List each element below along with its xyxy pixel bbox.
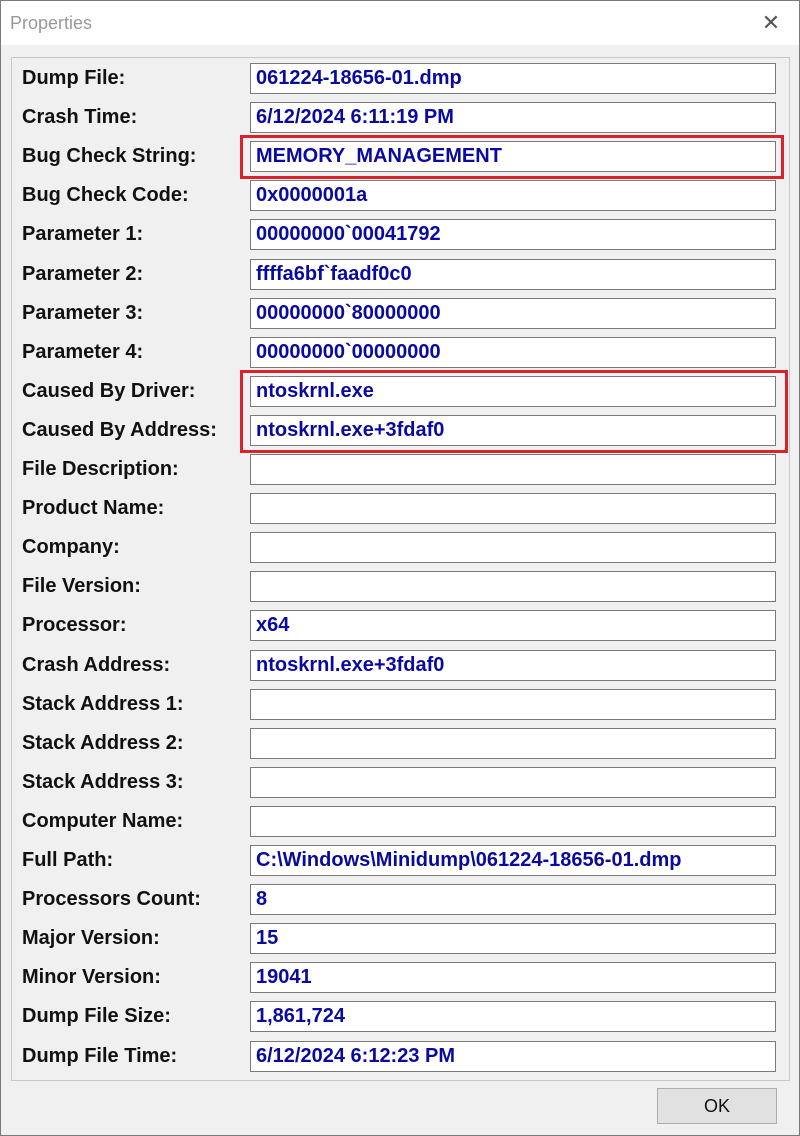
full-path-label: Full Path:: [22, 849, 114, 871]
processors-count-label: Processors Count:: [22, 888, 201, 910]
parameter-1-value: 00000000`00041792: [256, 223, 441, 245]
dump-file-size-field[interactable]: [250, 1001, 776, 1032]
highlight-caused-by: [240, 370, 788, 453]
computer-name-label: Computer Name:: [22, 810, 184, 832]
parameter-4-label: Parameter 4:: [22, 341, 144, 363]
file-version-field[interactable]: [250, 571, 776, 602]
close-icon[interactable]: ✕: [761, 10, 781, 35]
stack-address-2-field[interactable]: [250, 728, 776, 759]
processor-field[interactable]: [250, 610, 776, 641]
full-path-field[interactable]: [250, 845, 776, 876]
stack-address-2-label: Stack Address 2:: [22, 732, 184, 754]
major-version-field[interactable]: [250, 923, 776, 954]
product-name-field[interactable]: [250, 493, 776, 524]
parameter-1-label: Parameter 1:: [22, 223, 144, 245]
minor-version-field[interactable]: [250, 962, 776, 993]
stack-address-1-label: Stack Address 1:: [22, 693, 184, 715]
parameter-3-value: 00000000`80000000: [256, 302, 441, 324]
highlight-bug-check-string: [240, 135, 784, 179]
dump-file-time-label: Dump File Time:: [22, 1045, 178, 1067]
major-version-label: Major Version:: [22, 927, 160, 949]
parameter-3-field[interactable]: [250, 298, 776, 329]
parameter-2-field[interactable]: [250, 259, 776, 290]
dump-file-label: Dump File:: [22, 67, 126, 89]
parameter-2-label: Parameter 2:: [22, 263, 144, 285]
full-path-value: C:\Windows\Minidump\061224-18656-01.dmp: [256, 849, 682, 871]
computer-name-field[interactable]: [250, 806, 776, 837]
window-title: Properties: [10, 13, 93, 33]
dump-file-size-label: Dump File Size:: [22, 1005, 171, 1027]
processors-count-field[interactable]: [250, 884, 776, 915]
parameter-3-label: Parameter 3:: [22, 302, 144, 324]
crash-time-field[interactable]: [250, 102, 776, 133]
crash-address-value: ntoskrnl.exe+3fdaf0: [256, 654, 445, 676]
crash-time-value: 6/12/2024 6:11:19 PM: [256, 106, 454, 128]
company-field[interactable]: [250, 532, 776, 563]
crash-address-field[interactable]: [250, 650, 776, 681]
dump-file-value: 061224-18656-01.dmp: [256, 67, 462, 89]
major-version-value: 15: [256, 927, 279, 949]
bug-check-code-label: Bug Check Code:: [22, 184, 189, 206]
processors-count-value: 8: [256, 888, 268, 910]
company-label: Company:: [22, 536, 120, 558]
stack-address-3-field[interactable]: [250, 767, 776, 798]
parameter-4-field[interactable]: [250, 337, 776, 368]
dump-file-size-value: 1,861,724: [256, 1005, 345, 1027]
caused-by-driver-label: Caused By Driver:: [22, 380, 196, 402]
caused-by-address-value: ntoskrnl.exe+3fdaf0: [256, 419, 445, 441]
file-description-label: File Description:: [22, 458, 179, 480]
parameter-1-field[interactable]: [250, 219, 776, 250]
minor-version-label: Minor Version:: [22, 966, 161, 988]
caused-by-driver-value: ntoskrnl.exe: [256, 380, 374, 402]
bug-check-string-value: MEMORY_MANAGEMENT: [256, 145, 502, 167]
ok-button[interactable]: OK: [657, 1088, 777, 1124]
file-version-label: File Version:: [22, 575, 141, 597]
product-name-label: Product Name:: [22, 497, 165, 519]
dump-file-field[interactable]: [250, 63, 776, 94]
stack-address-3-label: Stack Address 3:: [22, 771, 184, 793]
parameter-2-value: ffffa6bf`faadf0c0: [256, 263, 412, 285]
stack-address-1-field[interactable]: [250, 689, 776, 720]
processor-label: Processor:: [22, 614, 127, 636]
parameter-4-value: 00000000`00000000: [256, 341, 441, 363]
dump-file-time-value: 6/12/2024 6:12:23 PM: [256, 1045, 456, 1067]
bug-check-code-field[interactable]: [250, 180, 776, 211]
processor-value: x64: [256, 614, 290, 636]
file-description-field[interactable]: [250, 454, 776, 485]
minor-version-value: 19041: [256, 966, 312, 988]
caused-by-address-label: Caused By Address:: [22, 419, 217, 441]
dump-file-time-field[interactable]: [250, 1041, 776, 1072]
crash-time-label: Crash Time:: [22, 106, 138, 128]
bug-check-code-value: 0x0000001a: [256, 184, 368, 206]
bug-check-string-label: Bug Check String:: [22, 145, 197, 167]
crash-address-label: Crash Address:: [22, 654, 171, 676]
title-bar[interactable]: [1, 1, 799, 45]
